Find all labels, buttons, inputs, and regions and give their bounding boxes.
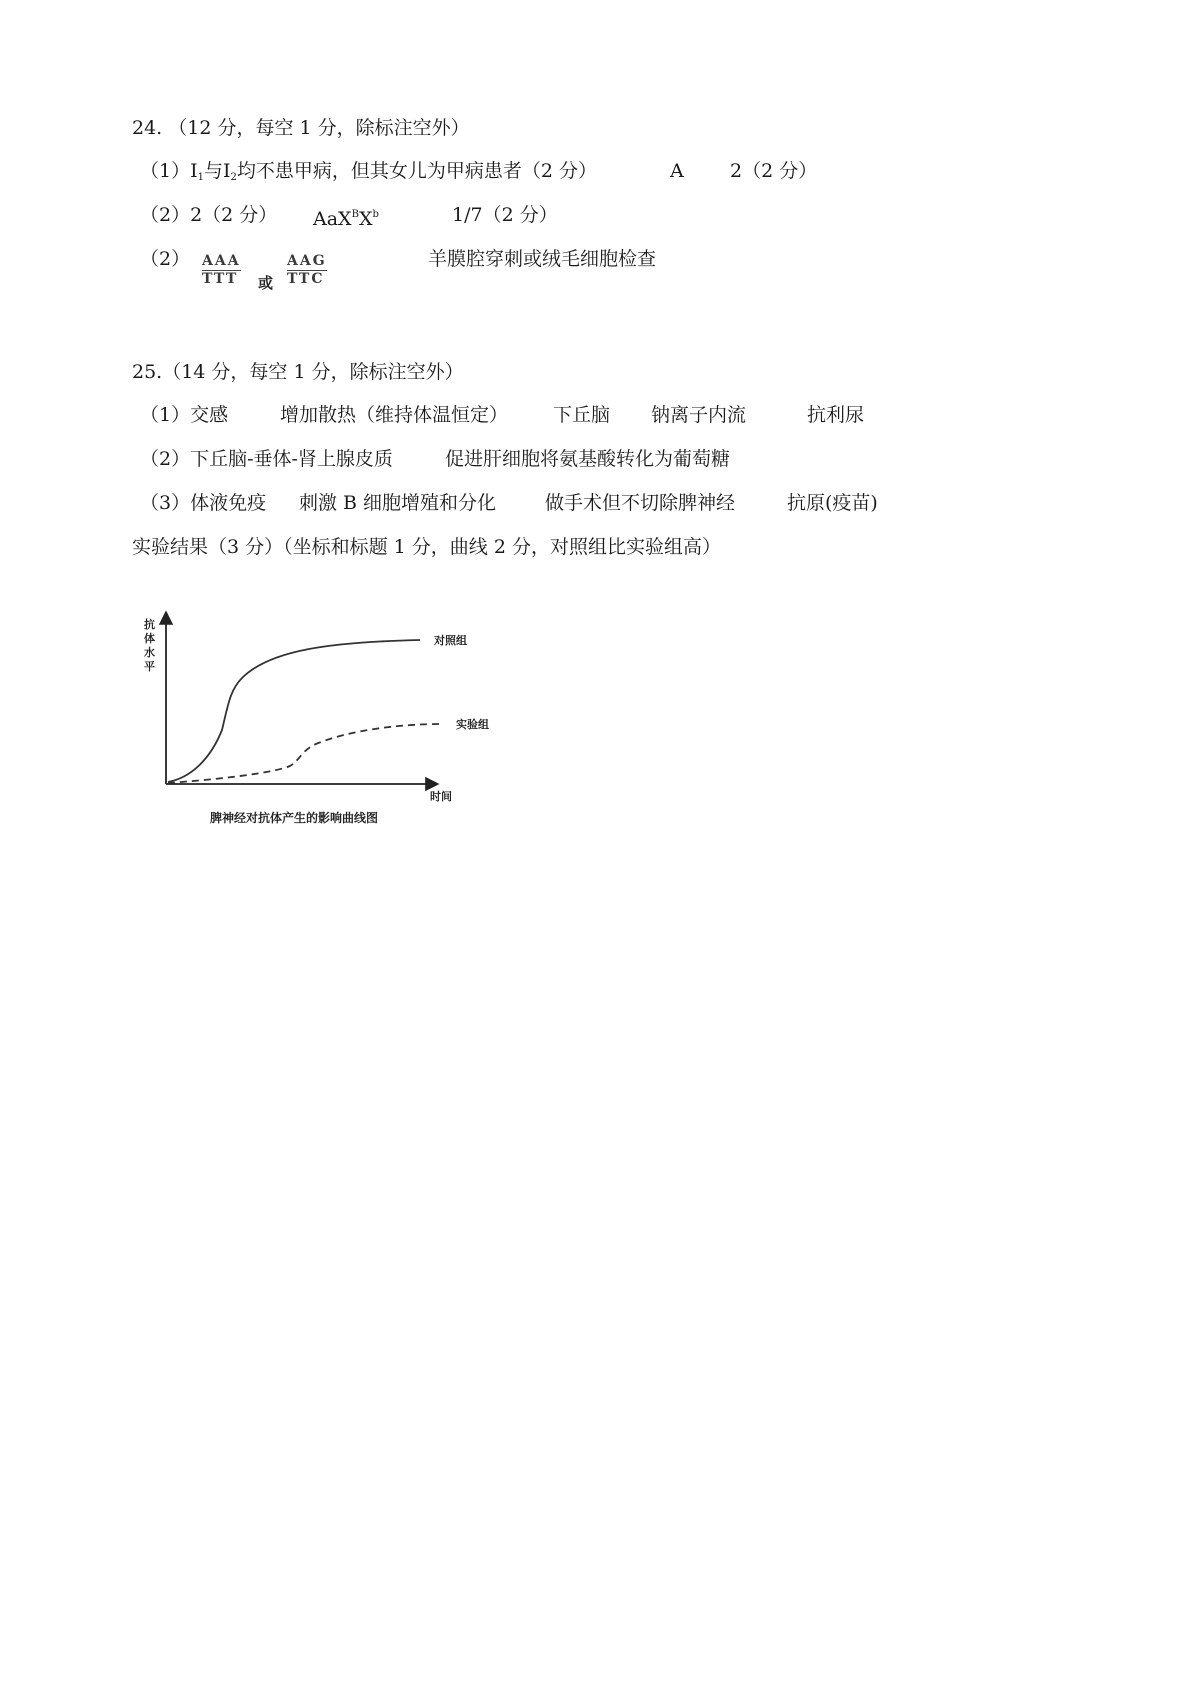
q25-l2-b: 促进肝细胞将氨基酸转化为葡萄糖 xyxy=(445,448,731,470)
q24-l1-mid: 与 xyxy=(203,160,223,182)
y-axis-label-char-2: 体 xyxy=(144,632,155,645)
q24-l2-genotype xyxy=(313,202,379,232)
dna-pair-aag-ttc xyxy=(287,253,327,287)
series-line-control xyxy=(168,640,420,782)
y-axis-label-char-4: 平 xyxy=(144,660,155,673)
q25-l1-d: 钠离子内流 xyxy=(651,404,747,426)
q25-l1-e: 抗利尿 xyxy=(807,404,865,426)
q24-header: 24. （12 分，每空 1 分，除标注空外） xyxy=(132,117,470,139)
q24-l2-geno-x: X xyxy=(358,208,373,230)
q24-l1-i1-sub: 1 xyxy=(197,172,204,183)
q25-result: 实验结果（3 分）（坐标和标题 1 分，曲线 2 分，对照组比实验组高） xyxy=(132,536,721,558)
legend-control: 对照组 xyxy=(434,634,467,647)
q25-l3-c: 做手术但不切除脾神经 xyxy=(545,492,736,514)
q25-l1-c: 下丘脑 xyxy=(553,404,611,426)
dna-pair-aaa-ttt xyxy=(202,253,241,287)
q24-l3-prefix: （2） xyxy=(140,248,191,270)
dna-bot-ttt: TTT xyxy=(202,271,239,287)
y-axis-label-char-3: 水 xyxy=(144,646,155,659)
q24-l2-prefix: （2）2（2 分） xyxy=(140,204,278,226)
q24-l1-i2: Ⅰ xyxy=(223,160,231,182)
q24-l3-answer: 羊膜腔穿刺或绒毛细胞检查 xyxy=(428,248,657,270)
dna-top-aag: AAG xyxy=(287,253,327,269)
q25-l1-b: 增加散热（维持体温恒定） xyxy=(280,404,509,426)
x-axis-label: 时间 xyxy=(430,790,452,803)
q25-l2-a: （2）下丘脑-垂体-肾上腺皮质 xyxy=(140,448,393,470)
q24-l2-fraction: 1/7（2 分） xyxy=(452,204,558,226)
q24-l1-answer-b: 2（2 分） xyxy=(730,160,818,182)
q24-l1-answer-a: A xyxy=(670,160,684,182)
q24-l1-prefix: （1） xyxy=(140,160,191,182)
q24-l1-rest: 均不患甲病，但其女儿为甲病患者（2 分） xyxy=(236,160,598,182)
legend-experimental: 实验组 xyxy=(456,718,489,731)
q24-l1-i1: Ⅰ xyxy=(190,160,198,182)
q24-l2-geno-sup1: B xyxy=(351,209,359,220)
q25-l3-b: 刺激 B 细胞增殖和分化 xyxy=(299,492,497,514)
or-label: 或 xyxy=(258,274,274,292)
q25-l3-a: （3）体液免疫 xyxy=(140,492,267,514)
q24-l1-i2-sub: 2 xyxy=(230,172,237,183)
dna-top-aaa: AAA xyxy=(202,253,241,269)
antibody-chart xyxy=(130,600,510,840)
q24-l2-geno-sup2: b xyxy=(372,209,379,220)
q25-l3-d: 抗原(疫苗) xyxy=(787,492,878,514)
q24-l2-geno-base: AaX xyxy=(313,208,352,230)
q25-l1-a: （1）交感 xyxy=(140,404,229,426)
q25-header: 25.（14 分，每空 1 分，除标注空外） xyxy=(132,361,464,383)
y-axis-label-char-1: 抗 xyxy=(144,618,155,631)
chart-title: 脾神经对抗体产生的影响曲线图 xyxy=(210,811,379,825)
q24-line-1 xyxy=(140,158,597,191)
dna-bot-ttc: TTC xyxy=(287,271,325,287)
